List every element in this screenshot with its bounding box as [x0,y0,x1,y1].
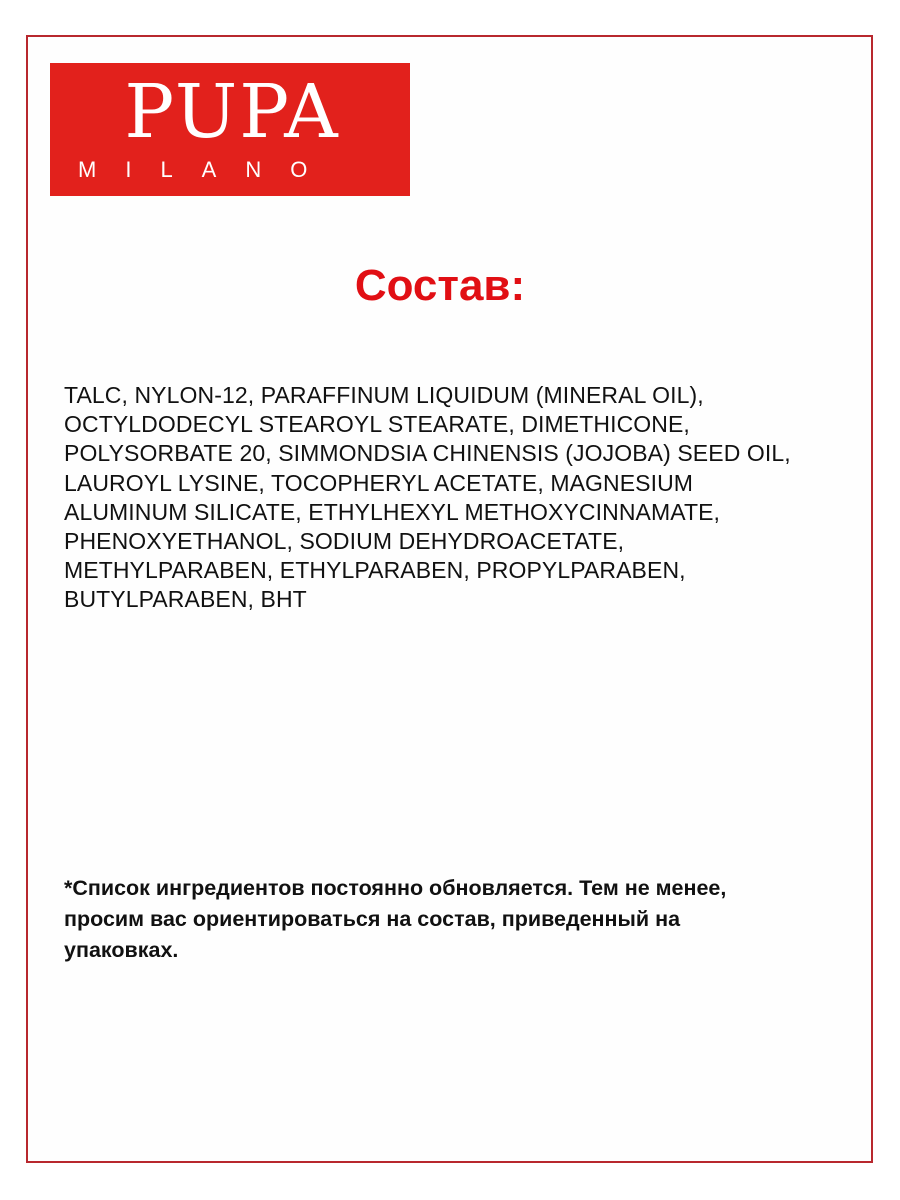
disclaimer-line: упаковках. [64,938,179,962]
disclaimer-line: просим вас ориентироваться на состав, приведенный на [64,907,681,931]
ingredients-line: PHENOXYETHANOL, SODIUM DEHYDROACETATE, [64,528,625,555]
disclaimer-line: *Список ингредиентов постоянно обновляется. Тем не менее, [64,876,727,900]
logo-brand-name: PUPA [124,69,340,155]
ingredients-line: METHYLPARABEN, ETHYLPARABEN, PROPYLPARABEN, [64,557,686,584]
composition-heading: Состав: [354,261,526,310]
ingredients-line: LAUROYL LYSINE, TOCOPHERYL ACETATE, MAGNESIUM [64,469,694,496]
ingredients-line: POLYSORBATE 20, SIMMONDSIA CHINENSIS (JOJOBA) SEED OIL, [64,440,791,467]
ingredients-line: ALUMINUM SILICATE, ETHYLHEXYL METHOXYCINNAMATE, [64,498,721,525]
logo-city-name: MILANO [78,157,337,182]
ingredients-list [64,381,854,615]
ingredients-line: OCTYLDODECYL STEAROYL STEARATE, DIMETHICONE, [64,411,690,438]
brand-logo [50,63,410,196]
ingredients-line: BUTYLPARABEN, BHT [64,586,307,613]
ingredients-line: TALC, NYLON-12, PARAFFINUM LIQUIDUM (MINERAL OIL), [64,382,704,408]
disclaimer-note [64,873,854,966]
